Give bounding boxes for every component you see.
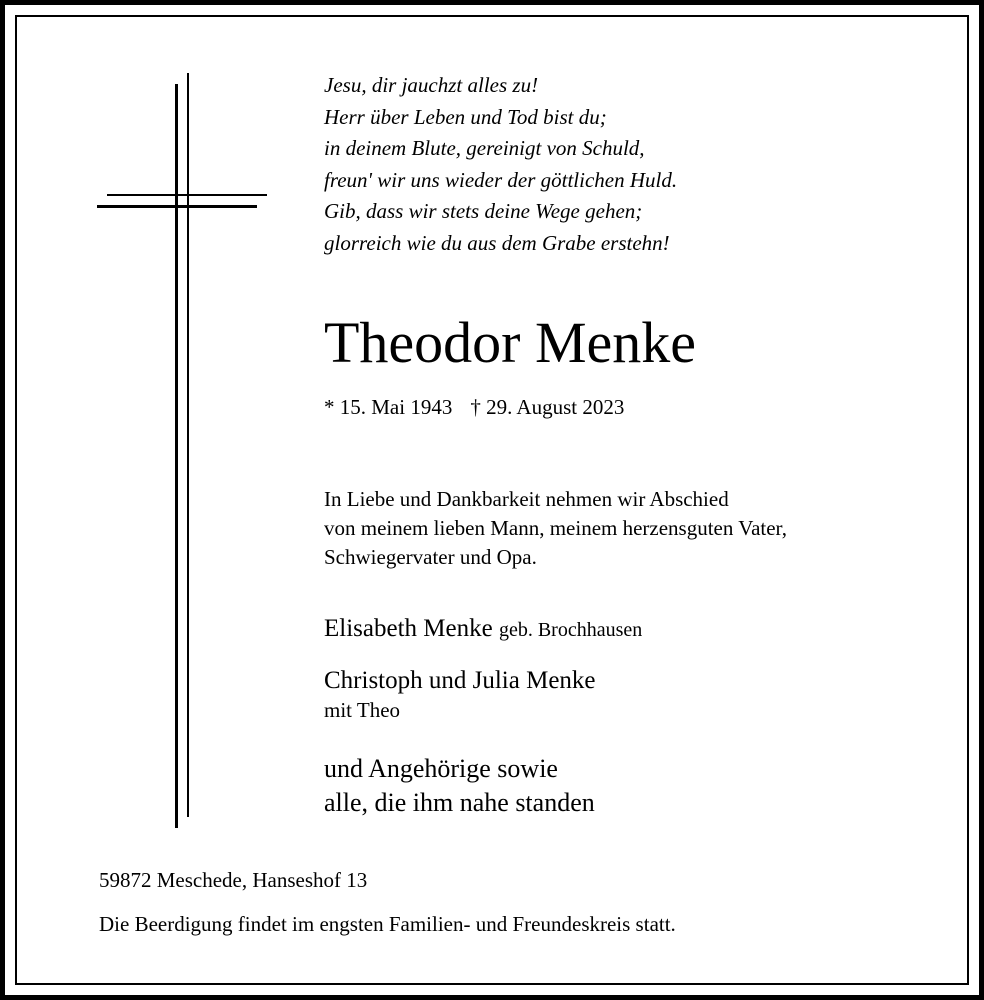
- verse-line: Jesu, dir jauchzt alles zu!: [324, 73, 539, 97]
- tribute-line: von meinem lieben Mann, meinem herzensguten Vater,: [324, 516, 787, 540]
- funeral-note: Die Beerdigung findet im engsten Familien- und Freundeskreis statt.: [99, 912, 676, 936]
- verse-line: in deinem Blute, gereinigt von Schuld,: [324, 136, 645, 160]
- mourner-others: [324, 752, 595, 820]
- deceased-name: Theodor Menke: [324, 310, 697, 375]
- cross-vertical-thin: [187, 73, 189, 817]
- mourner-children: [324, 666, 596, 724]
- verse-line: Herr über Leben und Tod bist du;: [324, 104, 607, 129]
- birth-date: * 15. Mai 1943: [324, 395, 453, 419]
- tribute-text: [324, 485, 787, 572]
- verse-line: Gib, dass wir stets deine Wege gehen;: [324, 199, 643, 223]
- mourner-spouse: [324, 612, 642, 647]
- address: 59872 Meschede, Hanseshof 13: [99, 868, 368, 892]
- cross-horizontal-thin: [107, 194, 267, 196]
- children-name: Christoph und Julia Menke: [324, 667, 596, 694]
- tribute-line: Schwiegervater und Opa.: [324, 545, 537, 569]
- verse-line: glorreich wie du aus dem Grabe erstehn!: [324, 230, 670, 255]
- tribute-line: In Liebe und Dankbarkeit nehmen wir Abschied: [324, 487, 729, 511]
- verse: [324, 70, 677, 259]
- spouse-name: Elisabeth Menke: [324, 615, 493, 642]
- spouse-maiden-name: geb. Brochhausen: [498, 619, 643, 641]
- grandchild-name: mit Theo: [324, 698, 401, 722]
- life-dates: [324, 393, 624, 421]
- others-line: alle, die ihm nahe standen: [324, 788, 595, 817]
- verse-line: freun' wir uns wieder der göttlichen Huld.: [324, 167, 678, 192]
- death-date: † 29. August 2023: [470, 395, 625, 419]
- cross-horizontal-thick: [97, 205, 257, 208]
- others-line: und Angehörige sowie: [324, 754, 558, 783]
